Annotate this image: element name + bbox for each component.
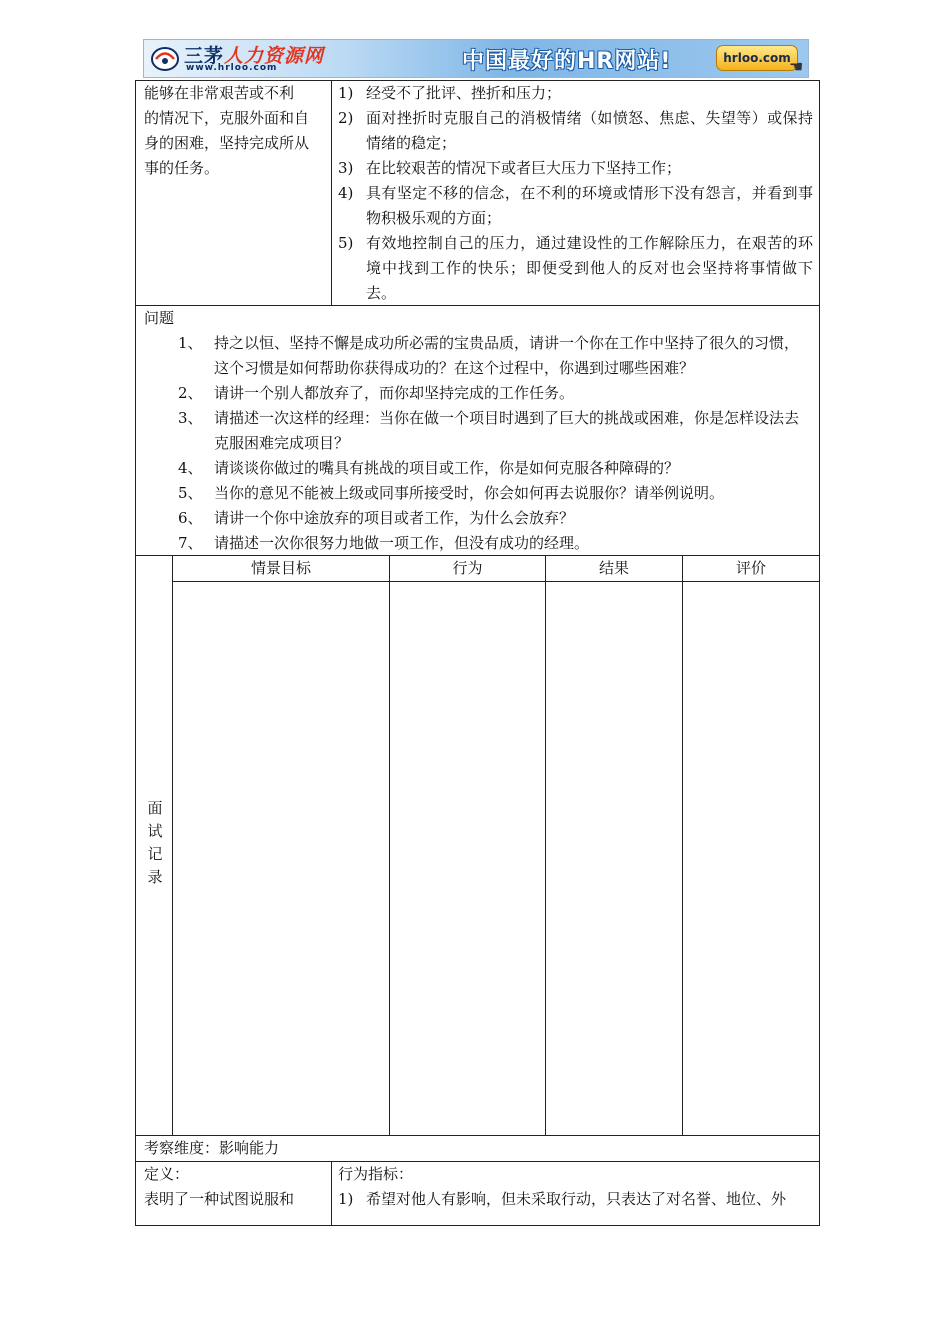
logo-icon — [150, 44, 180, 72]
hand-cursor-icon: ☚ — [789, 57, 804, 76]
question-item: 4、 请谈谈你做过的嘴具有挑战的项目或工作，你是如何克服各种障碍的？ — [178, 459, 680, 477]
banner-slogan: 中国最好的HR网站! — [462, 49, 672, 74]
question-item: 2、 请讲一个别人都放弃了，而你却坚持完成的工作任务。 — [178, 384, 575, 402]
record-label-cell — [136, 556, 173, 1135]
site-link-button[interactable]: hrloo.com — [716, 45, 798, 71]
evaluation-cell[interactable] — [683, 582, 819, 1135]
header-behavior: 行为 — [390, 556, 546, 581]
indicator-item: 1) 希望对他人有影响，但未采取行动，只表达了对名誉、地位、外 — [338, 1190, 787, 1208]
competency-table — [135, 80, 820, 1226]
indicator-item: 3) 在比较艰苦的情况下或者巨大压力下坚持工作； — [338, 159, 682, 177]
question-item: 6、 请讲一个你中途放弃的项目或者工作，为什么会放弃？ — [178, 509, 575, 527]
competency-row — [135, 80, 820, 306]
definition-line: 能够在非常艰苦或不利 — [144, 84, 295, 102]
question-item: 3、 请描述一次这样的经理：当你在做一个项目时遇到了巨大的挑战或困难，你是怎样设法去克服困难完成项目？ — [178, 409, 800, 452]
questions-row — [135, 306, 820, 556]
definition-line: 身的困难，坚持完成所从 — [144, 134, 310, 152]
record-label: 面试记录 — [145, 799, 164, 892]
questions-title: 问题 — [144, 309, 175, 327]
next-definition-cell — [136, 1162, 332, 1225]
header-result: 结果 — [546, 556, 683, 581]
indicator-item: 4) 具有坚定不移的信念，在不利的环境或情形下没有怨言，并看到事物积极乐观的方面； — [338, 184, 813, 227]
record-body-row — [173, 582, 819, 1135]
situation-cell[interactable] — [173, 582, 390, 1135]
indicator-label: 行为指标： — [338, 1165, 414, 1183]
definition-line: 的情况下，克服外面和自 — [144, 109, 310, 127]
result-cell[interactable] — [546, 582, 683, 1135]
indicator-item: 5) 有效地控制自己的压力，通过建设性的工作解除压力，在艰苦的环境中找到工作的快乐；即便受到他人的反对也会坚持将事情做下去。 — [338, 234, 813, 302]
indicator-item: 1) 经受不了批评、挫折和压力； — [338, 84, 562, 102]
indicator-item: 2) 面对挫折时克服自己的消极情绪（如愤怒、焦虑、失望等）或保持情绪的稳定； — [338, 109, 813, 152]
next-indicator-cell — [332, 1162, 819, 1225]
logo-url: www.hrloo.com — [186, 63, 278, 73]
question-item: 7、 请描述一次你很努力地做一项工作，但没有成功的经理。 — [178, 534, 590, 552]
header-situation: 情景目标 — [173, 556, 390, 581]
site-banner[interactable] — [143, 39, 809, 78]
logo-title: 三茅人力资源网 — [184, 45, 325, 67]
question-item: 1、 持之以恒、坚持不懈是成功所必需的宝贵品质，请讲一个你在工作中坚持了很久的习惯，这个习惯是如何帮助你获得成功的？在这个过程中，你遇到过哪些困难？ — [178, 334, 800, 377]
dimension-title-row — [135, 1136, 820, 1162]
definition-text: 表明了一种试图说服和 — [144, 1190, 295, 1208]
record-header-row — [173, 556, 819, 582]
indicator-cell — [332, 81, 819, 305]
next-competency-row — [135, 1162, 820, 1226]
definition-line: 事的任务。 — [144, 159, 220, 177]
question-item: 5、 当你的意见不能被上级或同事所接受时，你会如何再去说服你？请举例说明。 — [178, 484, 725, 502]
record-grid — [173, 556, 819, 1135]
definition-label: 定义： — [144, 1165, 190, 1183]
behavior-cell[interactable] — [390, 582, 546, 1135]
question-list — [144, 331, 811, 556]
dimension-title: 考察维度：影响能力 — [144, 1139, 280, 1157]
definition-cell — [136, 81, 332, 305]
header-evaluation: 评价 — [735, 559, 766, 577]
interview-record — [135, 556, 820, 1136]
